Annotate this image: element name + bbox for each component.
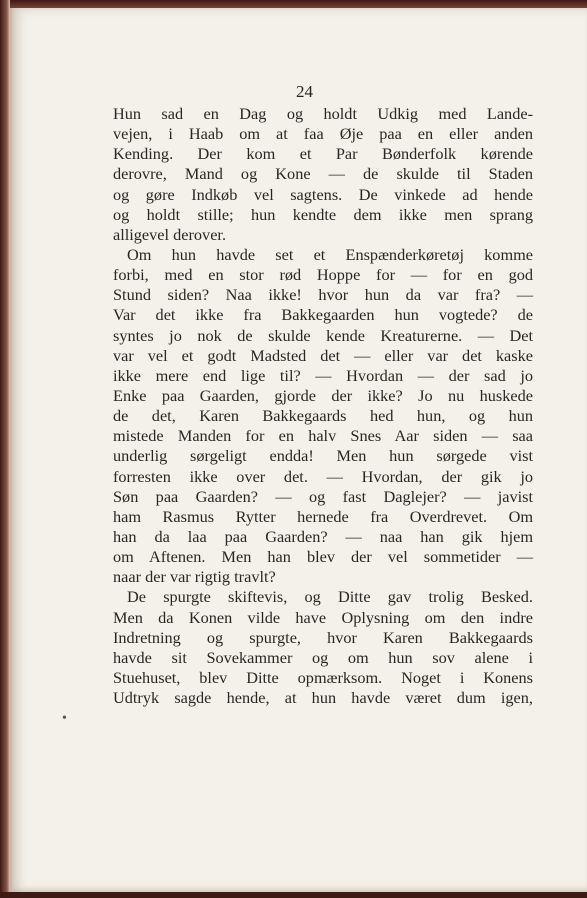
text-line: var vel et godt Madsted det — eller var det kaske bbox=[113, 345, 533, 365]
text-line: Indretning og spurgte, hvor Karen Bakkegaards bbox=[113, 627, 533, 647]
text-line: Stuehuset, blev Ditte opmærksom. Noget i Konens bbox=[113, 667, 533, 687]
text-line: forresten ikke over det. — Hvordan, der gik jo bbox=[113, 466, 533, 486]
page-number: 24 bbox=[296, 82, 313, 101]
book-edge-bottom bbox=[0, 892, 587, 898]
text-line: Var det ikke fra Bakkegaarden hun vogtede? de bbox=[113, 305, 533, 325]
book-edge-top bbox=[0, 0, 587, 8]
text-line: naar der var rigtig travlt? bbox=[113, 567, 276, 587]
text-line: de det, Karen Bakkegaards hed hun, og hun bbox=[113, 406, 533, 426]
text-line: havde sit Sovekammer og om hun sov alene i bbox=[113, 647, 533, 667]
text-line: ham Rasmus Rytter hernede fra Overdrevet. Om bbox=[113, 506, 533, 526]
text-line: mistede Manden for en halv Snes Aar siden — saa bbox=[113, 426, 533, 446]
text-line: De spurgte skiftevis, og Ditte gav trolig Besked. bbox=[127, 587, 533, 607]
text-line: Kending. Der kom et Par Bønderfolk kørende bbox=[113, 144, 533, 164]
text-line: Hun sad en Dag og holdt Udkig med Lande- bbox=[113, 104, 533, 123]
text-line: Stund siden? Naa ikke! hvor hun da var fra? — bbox=[113, 285, 533, 305]
book-spine-edge bbox=[0, 0, 10, 898]
text-line: Udtryk sagde hende, at hun havde været dum igen, bbox=[113, 688, 533, 708]
text-line: derovre, Mand og Kone — de skulde til Staden bbox=[113, 164, 533, 184]
text-line: Søn paa Gaarden? — og fast Daglejer? — javist bbox=[113, 486, 533, 506]
text-line: og gøre Indkøb vel sagtens. De vinkede ad hende bbox=[113, 184, 533, 204]
body-text bbox=[113, 104, 533, 708]
text-line: forbi, med en stor rød Hoppe for — for en god bbox=[113, 265, 533, 285]
text-line: og holdt stille; hun kendte dem ikke men sprang bbox=[113, 204, 533, 224]
margin-mark: • bbox=[62, 711, 67, 726]
text-line: om Aftenen. Men han blev der vel sommetider — bbox=[113, 547, 533, 567]
text-line: alligevel derover. bbox=[113, 224, 227, 244]
text-line: Om hun havde set et Enspænderkøretøj komme bbox=[127, 244, 533, 264]
text-line: han da laa paa Gaarden? — naa han gik hjem bbox=[113, 526, 533, 546]
text-line: syntes jo nok de skulde kende Kreaturerne. — Det bbox=[113, 325, 533, 345]
text-line: Enke paa Gaarden, gjorde der ikke? Jo nu huskede bbox=[113, 385, 533, 405]
text-line: underlig sørgeligt endda! Men hun sørgede vist bbox=[113, 446, 533, 466]
text-line: Men da Konen vilde have Oplysning om den indre bbox=[113, 607, 533, 627]
text-line: vejen, i Haab om at faa Øje paa en eller anden bbox=[113, 124, 533, 144]
text-line: ikke mere end lige til? — Hvordan — der sad jo bbox=[113, 365, 533, 385]
